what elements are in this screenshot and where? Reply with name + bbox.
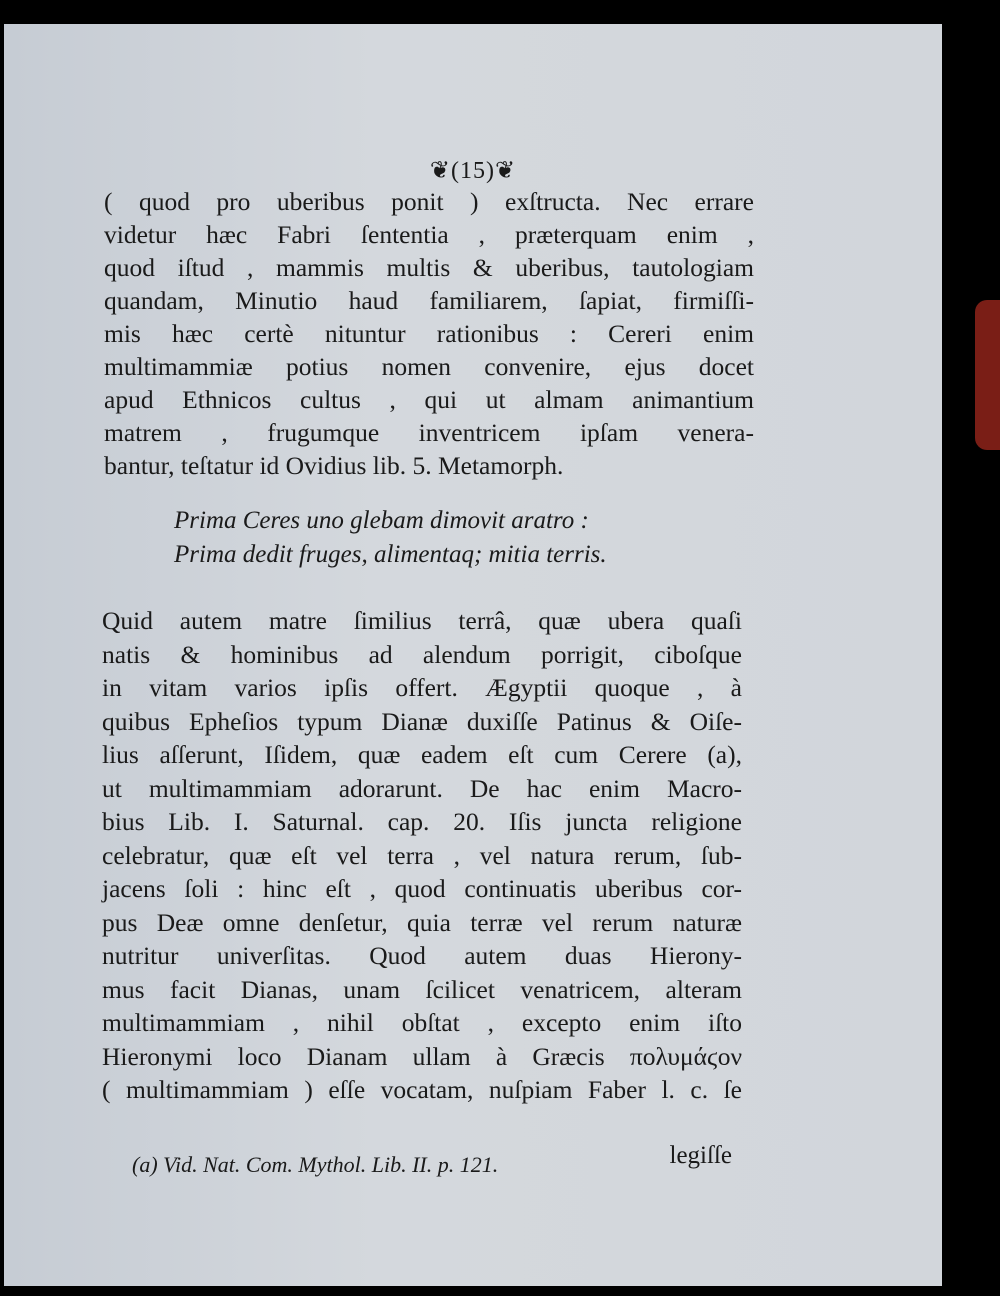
paragraph2-line: jacens ſoli : hinc eſt , quod continuatis uberibus cor- bbox=[102, 874, 742, 903]
ornament-left-icon: ❦ bbox=[429, 158, 451, 184]
paragraph1-line: quandam, Minutio haud familiarem, ſapiat, firmiſſi- bbox=[104, 286, 754, 315]
paragraph1-line: mis hæc certè nituntur rationibus : Cereri enim bbox=[104, 319, 754, 348]
paragraph2-line: natis & hominibus ad alendum porrigit, ciboſque bbox=[102, 639, 742, 669]
paragraph1-line: quod iſtud , mammis multis & uberibus, tautologiam bbox=[104, 253, 754, 282]
paragraph1-line: multimammiæ potius nomen convenire, ejus docet bbox=[104, 352, 754, 381]
ornament-right-icon: ❦ bbox=[494, 158, 517, 184]
paragraph1-line: bantur, teſtatur id Ovidius lib. 5. Metamorph. bbox=[104, 451, 564, 480]
paragraph2-line: lius aſſerunt, Iſidem, quæ eadem eſt cum Cerere (a), bbox=[102, 740, 742, 769]
paragraph1-line: apud Ethnicos cultus , qui ut almam animantium bbox=[104, 385, 754, 414]
paragraph2-line: ( multimammiam ) eſſe vocatam, nuſpiam Faber l. c. ſe bbox=[102, 1075, 742, 1104]
paragraph2-line: ut multimammiam adorarunt. De hac enim Macro- bbox=[102, 773, 742, 803]
paragraph2-line: multimammiam , nihil obſtat , excepto enim iſto bbox=[102, 1008, 742, 1037]
footnote: (a) Vid. Nat. Com. Mythol. Lib. II. p. 121. bbox=[132, 1152, 499, 1177]
page-header bbox=[4, 156, 942, 185]
paragraph2-line: celebratur, quæ eſt vel terra , vel natura rerum, ſub- bbox=[102, 840, 742, 870]
book-page bbox=[4, 24, 942, 1286]
paragraph2-line: bius Lib. I. Saturnal. cap. 20. Iſis juncta religione bbox=[102, 807, 742, 836]
paragraph1-line: matrem , frugumque inventricem ipſam venera- bbox=[104, 418, 754, 447]
paragraph2-line: mus facit Dianas, unam ſcilicet venatricem, alteram bbox=[102, 974, 742, 1004]
red-tab bbox=[975, 300, 1000, 450]
catchword: legiſſe bbox=[669, 1142, 732, 1169]
verse-line: Prima Ceres uno glebam dimovit aratro : bbox=[174, 507, 589, 534]
paragraph2-line: Hieronymi loco Dianam ullam à Græcis πολυμάϛον bbox=[102, 1041, 742, 1071]
page-number: (15) bbox=[451, 158, 495, 184]
paragraph2-line: pus Deæ omne denſetur, quia terræ vel rerum naturæ bbox=[102, 907, 742, 937]
paragraph2-line: nutritur univerſitas. Quod autem duas Hierony- bbox=[102, 941, 742, 970]
verse-line: Prima dedit fruges, alimentaq; mitia terris. bbox=[174, 541, 607, 568]
paragraph1-line: ( quod pro uberibus ponit ) exſtructa. Nec errare bbox=[104, 187, 754, 216]
paragraph2-line: Quid autem matre ſimilius terrâ, quæ ubera quaſi bbox=[102, 606, 742, 635]
paragraph2-line: in vitam varios ipſis offert. Ægyptii quoque , à bbox=[102, 673, 742, 702]
paragraph2-line: quibus Epheſios typum Dianæ duxiſſe Patinus & Oiſe- bbox=[102, 706, 742, 736]
paragraph1-line: videtur hæc Fabri ſententia , præterquam enim , bbox=[104, 220, 754, 249]
